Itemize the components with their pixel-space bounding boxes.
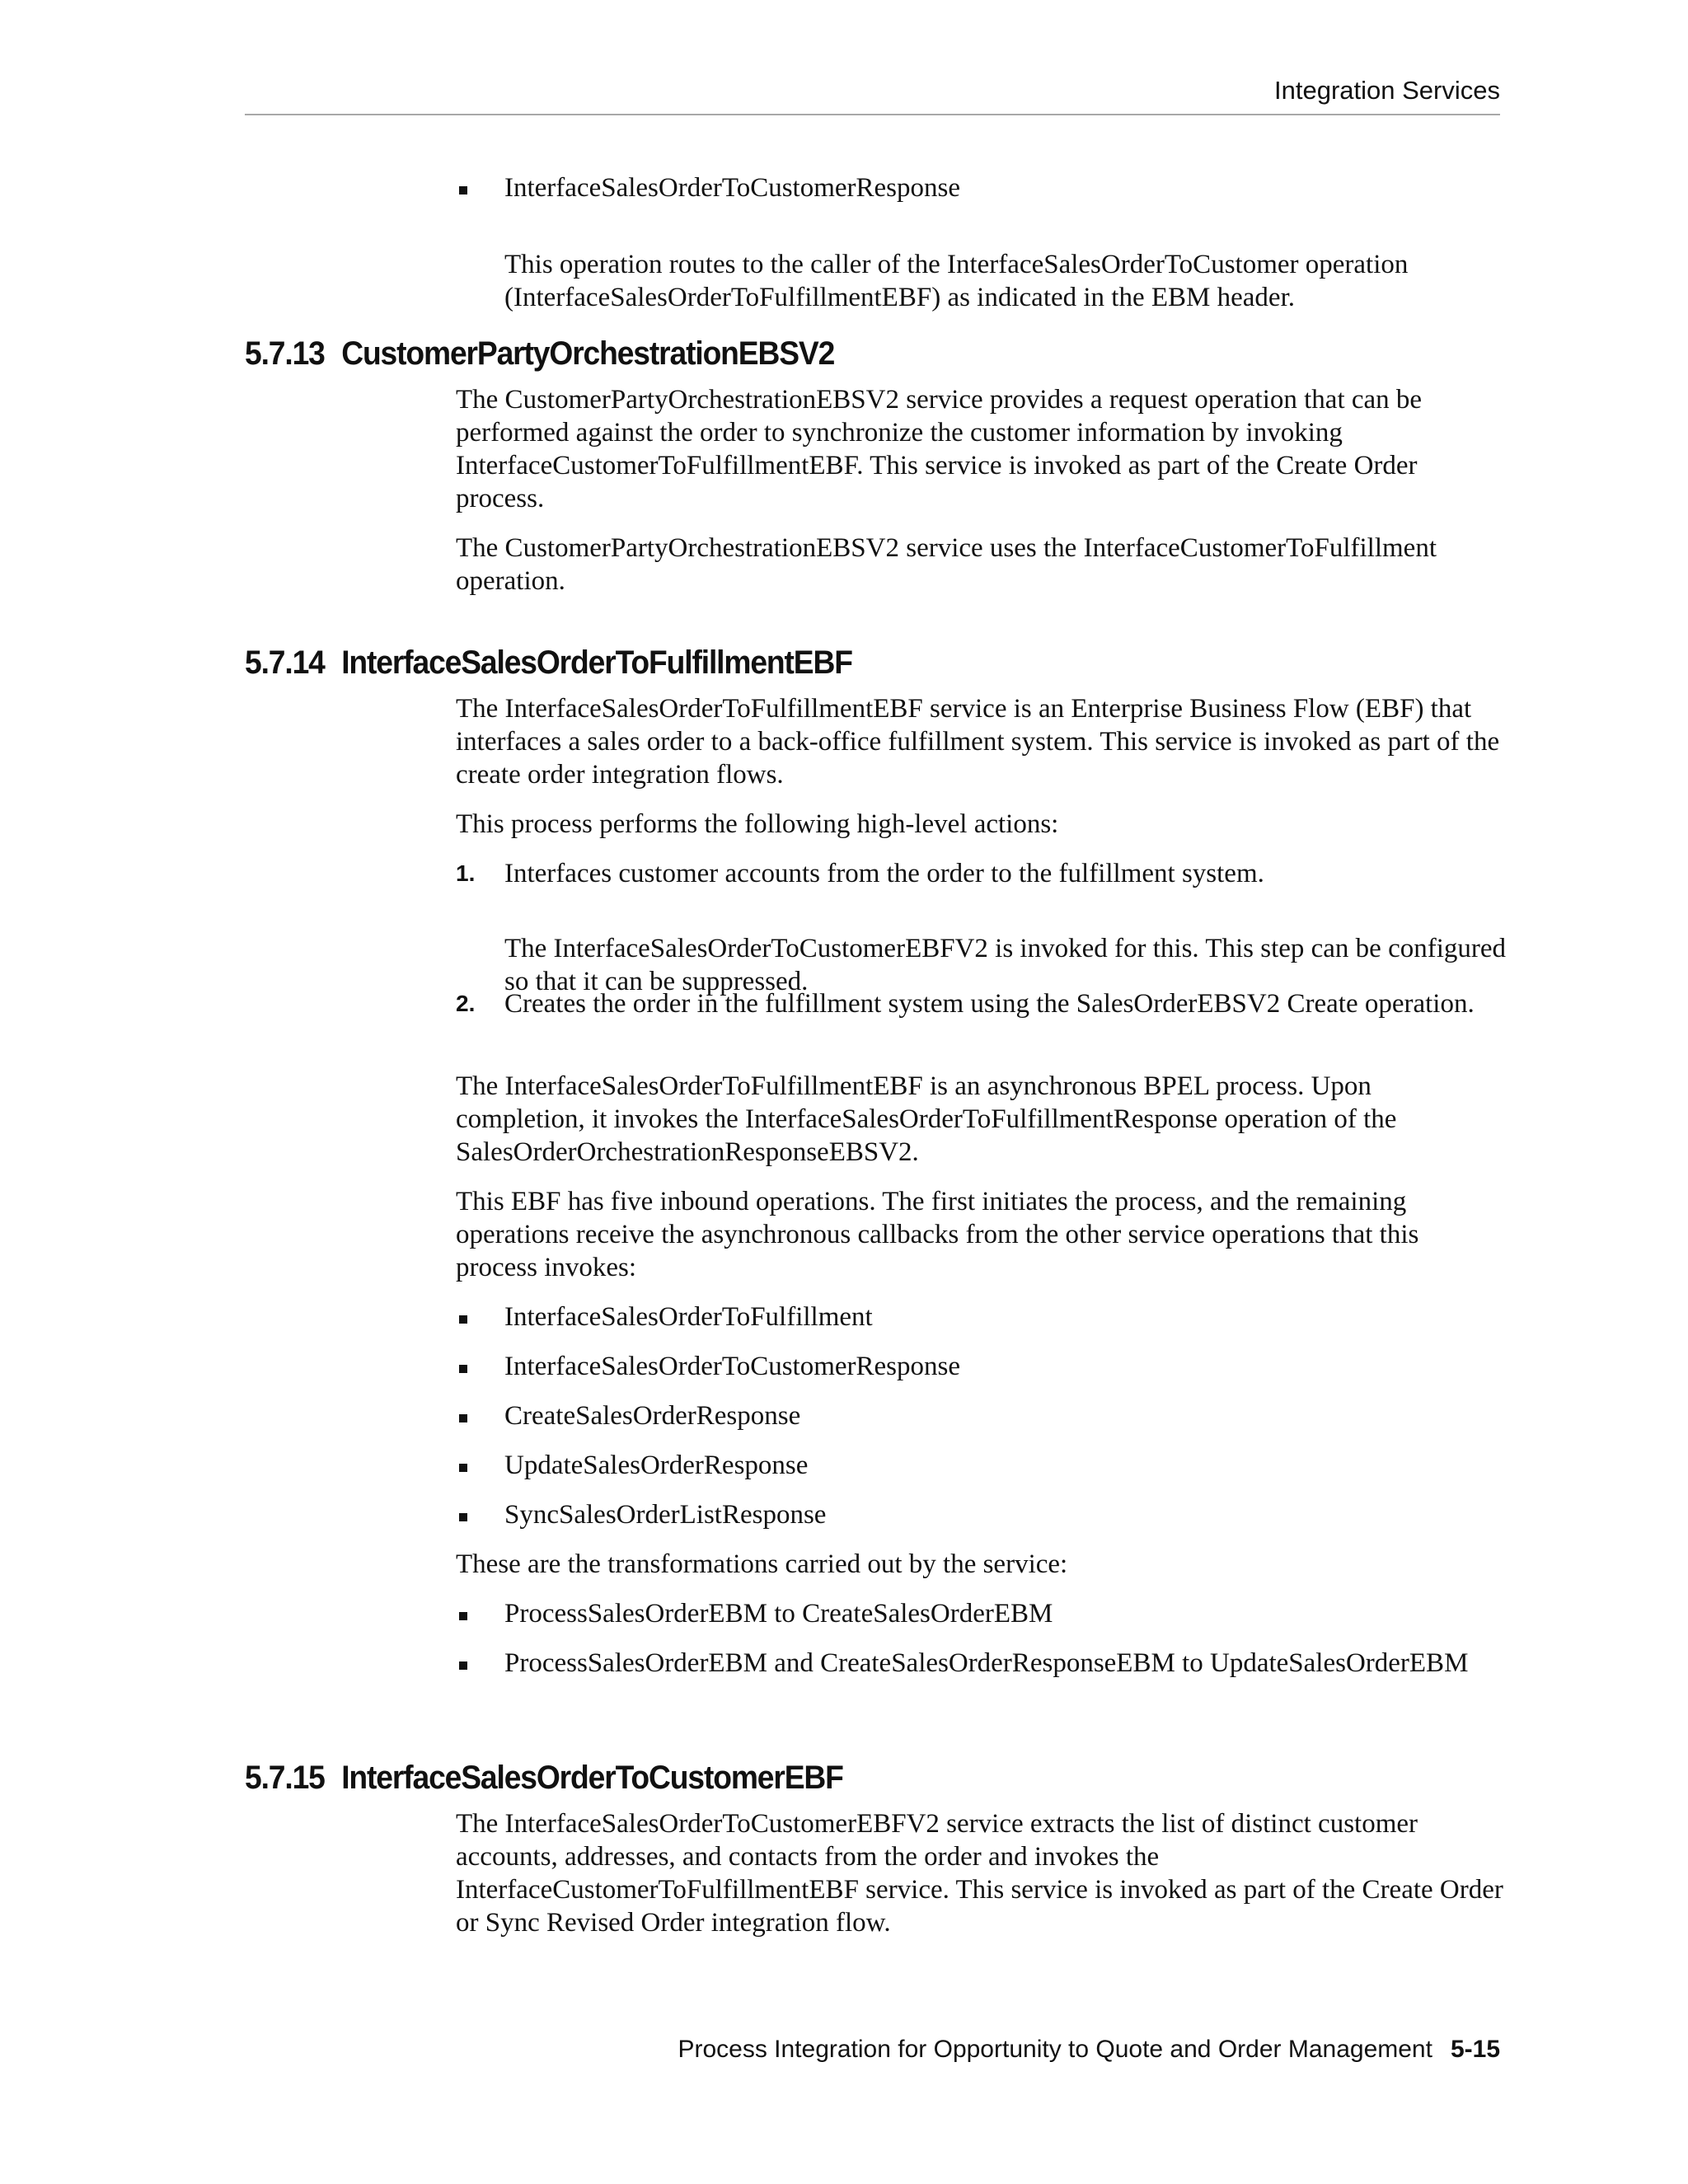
paragraph: The InterfaceSalesOrderToFulfillmentEBF service is an Enterprise Business Flow (EBF) that interfaces a sales order to a back-office fulfillment system. This service is invoked as part of the create order integration flows. [456,694,1500,790]
numbered-step [456,987,1507,1020]
list-item-text: ProcessSalesOrderEBM and CreateSalesOrderResponseEBM to UpdateSalesOrderEBM [504,1648,1469,1678]
section-heading-5-7-15 [245,1758,843,1797]
list-item-text: SyncSalesOrderListResponse [504,1500,827,1530]
paragraph: The InterfaceSalesOrderToCustomerEBFV2 service extracts the list of distinct customer accounts, addresses, and contacts from the order and invokes the InterfaceCustomerToFulfillmentEBF service. This service is invoked as part of the Create Order or Sync Revised Order integration flow. [456,1809,1503,1938]
bullet-icon [459,1365,467,1373]
bullet-icon [459,1513,467,1521]
step-text: Creates the order in the fulfillment system using the SalesOrderEBSV2 Create operation. [504,989,1475,1019]
bullet-icon [459,1612,467,1620]
bullet-icon [459,1315,467,1324]
bullet-icon [459,1464,467,1472]
section-number: 5.7.13 [245,335,325,372]
section-title: InterfaceSalesOrderToCustomerEBF [341,1760,843,1796]
paragraph: This EBF has five inbound operations. The first initiates the process, and the remaining operations receive the asynchronous callbacks from the other service operations that this process invokes: [456,1187,1419,1282]
list-item-text: InterfaceSalesOrderToFulfillment [504,1302,873,1332]
footer-page-number: 5-15 [1450,2036,1500,2063]
footer-book-title: Process Integration for Opportunity to Quote and Order Management [678,2036,1432,2063]
list-item [456,1498,1507,1531]
list-item [456,1647,1507,1680]
paragraph: This process performs the following high-level actions: [456,809,1059,839]
bullet-icon [459,1414,467,1422]
section-number: 5.7.15 [245,1760,325,1796]
bullet-text: InterfaceSalesOrderToCustomerResponse [504,173,961,203]
list-item-text: InterfaceSalesOrderToCustomerResponse [504,1352,961,1381]
section-number: 5.7.14 [245,644,325,681]
list-item-text: ProcessSalesOrderEBM to CreateSalesOrderEBM [504,1599,1053,1629]
page-footer [245,2036,1500,2064]
bullet-description: This operation routes to the caller of the InterfaceSalesOrderToCustomer operation (InterfaceSalesOrderToFulfillmentEBF) as indicated in the EBM header. [504,250,1409,312]
list-item [456,1597,1507,1630]
paragraph: The CustomerPartyOrchestrationEBSV2 service provides a request operation that can be performed against the order to synchronize the customer information by invoking InterfaceCustomerToFulfillmentEBF. This service is invoked as part of the Create Order process. [456,385,1423,513]
step-text: Interfaces customer accounts from the order to the fulfillment system. [504,859,1264,888]
step-number: 1. [456,860,476,886]
intro-bullet-item [456,171,1507,204]
paragraph: These are the transformations carried out by the service: [456,1549,1068,1579]
list-item-text: UpdateSalesOrderResponse [504,1451,809,1480]
paragraph: The CustomerPartyOrchestrationEBSV2 service uses the InterfaceCustomerToFulfillment operation. [456,533,1437,596]
step-number: 2. [456,991,476,1016]
numbered-step [456,857,1507,890]
section-heading-5-7-13 [245,334,834,373]
bullet-icon [459,1661,467,1670]
step-sub-paragraph: The InterfaceSalesOrderToCustomerEBFV2 is invoked for this. This step can be configured so that it can be suppressed. [504,934,1507,996]
list-item [456,1399,1507,1432]
list-item [456,1301,1507,1333]
section-heading-5-7-14 [245,643,852,682]
running-head: Integration Services [1274,76,1500,105]
list-item [456,1350,1507,1383]
paragraph: The InterfaceSalesOrderToFulfillmentEBF is an asynchronous BPEL process. Upon completion, it invokes the InterfaceSalesOrderToFulfillmentResponse operation of the SalesOrderOrchestrationResponseEBSV2. [456,1071,1397,1167]
bullet-icon [459,186,467,194]
list-item [456,1449,1507,1482]
section-title: CustomerPartyOrchestrationEBSV2 [341,335,835,372]
section-title: InterfaceSalesOrderToFulfillmentEBF [341,644,852,681]
list-item-text: CreateSalesOrderResponse [504,1401,801,1431]
header-rule [245,114,1500,115]
